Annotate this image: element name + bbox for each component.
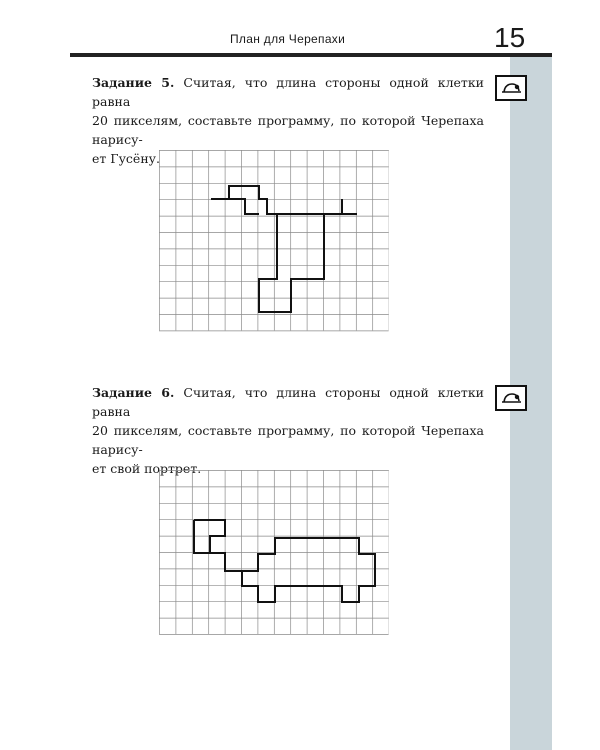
task-6-text <box>92 383 484 478</box>
grid-lines <box>159 150 389 331</box>
task-5-title: Задание 5. <box>92 75 175 90</box>
task-5-line-2: 20 пикселям, составьте программу, по которой Черепаха нарису- <box>92 113 484 147</box>
header-rule <box>70 53 552 57</box>
task-6-line-2: 20 пикселям, составьте программу, по которой Черепаха нарису- <box>92 423 484 457</box>
task-6-line-1-text: Считая, что длина стороны одной клетки равна <box>92 385 484 419</box>
task-5-line-3: ет Гусёну. <box>92 151 160 166</box>
running-header: План для Черепахи <box>230 32 346 46</box>
page-number: 15 <box>494 22 526 53</box>
task-6-line-3: ет свой портрет. <box>92 461 202 476</box>
grid-goose <box>159 150 389 340</box>
grid-turtle <box>159 470 389 645</box>
task-5-line-1 <box>92 73 484 111</box>
turtle-figure <box>194 520 375 602</box>
turtle-icon <box>495 75 527 101</box>
task-5-line-1-text: Считая, что длина стороны одной клетки равна <box>92 75 484 109</box>
task-6-title: Задание 6. <box>92 385 175 400</box>
turtle-icon <box>495 385 527 411</box>
task-6-line-1 <box>92 383 484 421</box>
